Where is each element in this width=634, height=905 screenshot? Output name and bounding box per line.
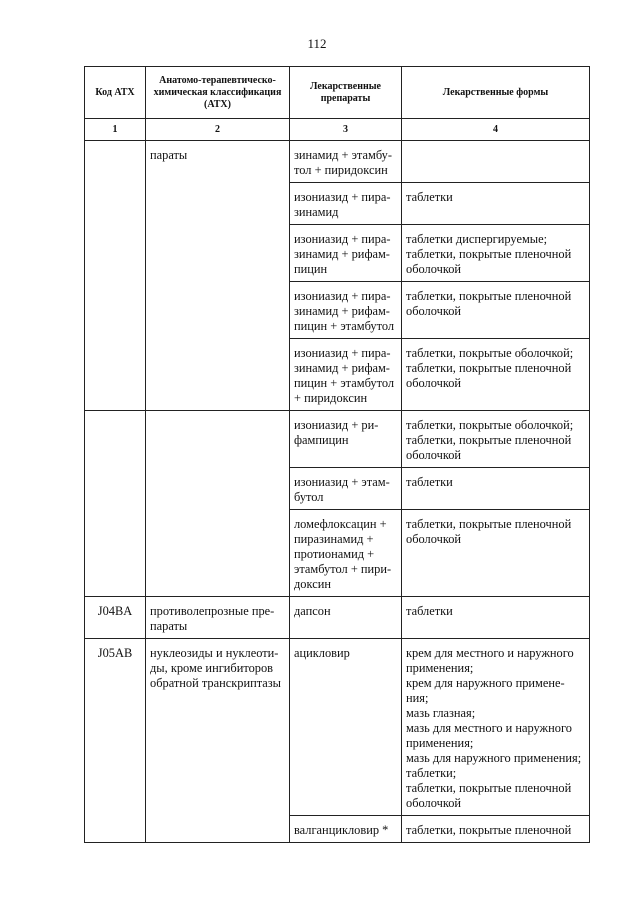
- table-body: [85, 141, 590, 843]
- drug-line: ацикловир: [294, 646, 350, 660]
- atx-classification-cell: [146, 639, 290, 843]
- drug-line: доксин: [294, 577, 331, 591]
- header-forms: Лекарственные формы: [402, 67, 590, 119]
- dosage-form-line: применения;: [406, 661, 474, 675]
- column-number: 1: [85, 119, 146, 141]
- atx-table: [84, 66, 590, 843]
- drug-cell: [290, 339, 402, 411]
- drug-line: зинамид + рифам-: [294, 247, 390, 261]
- drug-line: фампицин: [294, 433, 349, 447]
- drug-line: дапсон: [294, 604, 331, 618]
- drug-line: этамбутол + пири-: [294, 562, 392, 576]
- drug-cell: [290, 816, 402, 843]
- dosage-form-line: мазь для местного и наружного: [406, 721, 572, 735]
- dosage-form-line: таблетки, покрытые пленочной: [406, 517, 572, 531]
- atx-code-cell: [85, 411, 146, 597]
- drug-line: зинамид + рифам-: [294, 361, 390, 375]
- dosage-form-line: оболочкой: [406, 376, 462, 390]
- dosage-form-line: оболочкой: [406, 262, 462, 276]
- dosage-form-line: таблетки, покрытые оболочкой;: [406, 346, 574, 360]
- dosage-form-line: крем для наружного примене-: [406, 676, 565, 690]
- drug-cell: [290, 639, 402, 816]
- drug-line: пицин + этамбутол: [294, 319, 395, 333]
- dosage-form-line: таблетки, покрытые пленочной: [406, 433, 572, 447]
- header-classification: Анатомо-терапевтическо-химическая классификация (АТХ): [146, 67, 290, 119]
- classification-line: противолепрозные пре-: [150, 604, 275, 618]
- drug-cell: [290, 282, 402, 339]
- dosage-form-line: таблетки, покрытые пленочной: [406, 361, 572, 375]
- drug-line: + пиридоксин: [294, 391, 368, 405]
- atx-code-cell: J05AB: [85, 639, 146, 843]
- drug-cell: [290, 597, 402, 639]
- drug-line: пиразинамид +: [294, 532, 374, 546]
- dosage-form-line: таблетки, покрытые пленочной: [406, 781, 572, 795]
- dosage-forms-cell: [402, 816, 590, 843]
- dosage-forms-cell: [402, 141, 590, 183]
- dosage-forms-cell: [402, 510, 590, 597]
- drug-line: тол + пиридоксин: [294, 163, 388, 177]
- table-row: [85, 411, 590, 468]
- header-drugs: Лекарственные препараты: [290, 67, 402, 119]
- table-row: [85, 141, 590, 183]
- table-row: [85, 597, 590, 639]
- column-number-row: [85, 119, 590, 141]
- drug-cell: [290, 411, 402, 468]
- drug-cell: [290, 510, 402, 597]
- drug-line: изониазид + этам-: [294, 475, 390, 489]
- drug-line: изониазид + пира-: [294, 346, 391, 360]
- classification-line: нуклеозиды и нуклеоти-: [150, 646, 279, 660]
- dosage-form-line: таблетки, покрытые оболочкой;: [406, 418, 574, 432]
- drug-line: зинамид + этамбу-: [294, 148, 392, 162]
- page-number: 112: [307, 36, 327, 51]
- dosage-form-line: таблетки, покрытые пленочной: [406, 289, 572, 303]
- dosage-form-line: таблетки, покрытые пленочной: [406, 247, 572, 261]
- dosage-form-line: оболочкой: [406, 796, 462, 810]
- drug-line: изониазид + пира-: [294, 190, 391, 204]
- classification-line: параты: [150, 148, 188, 162]
- dosage-forms-cell: [402, 183, 590, 225]
- atx-code-cell: J04BA: [85, 597, 146, 639]
- column-number: 2: [146, 119, 290, 141]
- dosage-forms-cell: [402, 282, 590, 339]
- drug-line: зинамид + рифам-: [294, 304, 390, 318]
- dosage-form-line: оболочкой: [406, 304, 462, 318]
- header-row: [85, 67, 590, 119]
- classification-line: ды, кроме ингибиторов: [150, 661, 274, 675]
- drug-line: валганцикловир *: [294, 823, 389, 837]
- dosage-forms-cell: [402, 597, 590, 639]
- drug-cell: [290, 468, 402, 510]
- drug-cell: [290, 141, 402, 183]
- dosage-form-line: мазь глазная;: [406, 706, 476, 720]
- drug-line: изониазид + пира-: [294, 232, 391, 246]
- dosage-form-line: таблетки;: [406, 766, 457, 780]
- drug-cell: [290, 225, 402, 282]
- dosage-form-line: крем для местного и наружного: [406, 646, 574, 660]
- atx-classification-cell: [146, 141, 290, 411]
- dosage-form-line: оболочкой: [406, 532, 462, 546]
- classification-line: параты: [150, 619, 188, 633]
- dosage-form-line: оболочкой: [406, 448, 462, 462]
- drug-cell: [290, 183, 402, 225]
- header-code: Код АТХ: [85, 67, 146, 119]
- drug-line: протионамид +: [294, 547, 375, 561]
- drug-line: пицин + этамбутол: [294, 376, 395, 390]
- drug-line: зинамид: [294, 205, 339, 219]
- dosage-forms-cell: [402, 411, 590, 468]
- dosage-form-line: таблетки, покрытые пленочной: [406, 823, 572, 837]
- dosage-form-line: таблетки: [406, 475, 453, 489]
- dosage-form-line: таблетки: [406, 190, 453, 204]
- dosage-forms-cell: [402, 225, 590, 282]
- dosage-form-line: ния;: [406, 691, 429, 705]
- atx-classification-cell: [146, 597, 290, 639]
- drug-line: изониазид + пира-: [294, 289, 391, 303]
- drug-line: бутол: [294, 490, 324, 504]
- drug-line: изониазид + ри-: [294, 418, 379, 432]
- drug-line: ломефлоксацин +: [294, 517, 387, 531]
- dosage-form-line: применения;: [406, 736, 474, 750]
- atx-classification-cell: [146, 411, 290, 597]
- dosage-forms-cell: [402, 339, 590, 411]
- classification-line: обратной транскриптазы: [150, 676, 281, 690]
- dosage-forms-cell: [402, 639, 590, 816]
- column-number: 3: [290, 119, 402, 141]
- drug-line: пицин: [294, 262, 328, 276]
- dosage-form-line: таблетки диспергируемые;: [406, 232, 548, 246]
- atx-code-cell: [85, 141, 146, 411]
- column-number: 4: [402, 119, 590, 141]
- dosage-form-line: таблетки: [406, 604, 453, 618]
- dosage-form-line: мазь для наружного применения;: [406, 751, 582, 765]
- dosage-forms-cell: [402, 468, 590, 510]
- table-row: [85, 639, 590, 816]
